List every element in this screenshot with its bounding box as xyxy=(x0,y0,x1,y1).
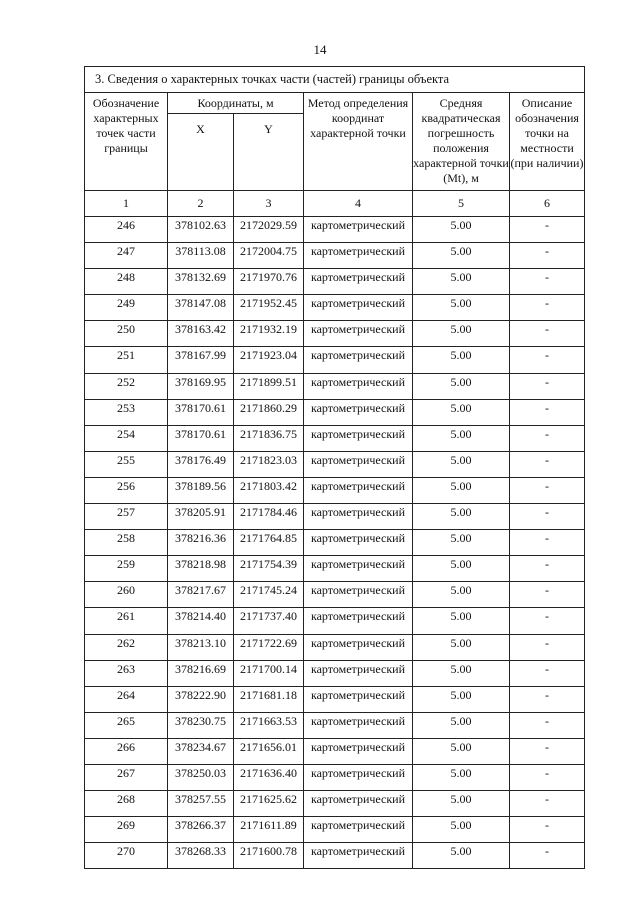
header-method: Метод определения координат характерной точки xyxy=(304,93,413,191)
mean-error-cell: 5.00 xyxy=(413,269,510,295)
column-number: 1 xyxy=(85,191,168,217)
method-cell: картометрический xyxy=(304,556,413,582)
table-row xyxy=(85,243,585,269)
x-coordinate-cell: 378216.69 xyxy=(168,660,234,686)
method-cell: картометрический xyxy=(304,843,413,869)
mean-error-cell: 5.00 xyxy=(413,373,510,399)
description-cell: - xyxy=(510,817,585,843)
x-coordinate-cell: 378189.56 xyxy=(168,477,234,503)
method-cell: картометрический xyxy=(304,321,413,347)
mean-error-cell: 5.00 xyxy=(413,425,510,451)
description-cell: - xyxy=(510,321,585,347)
point-id-cell: 261 xyxy=(85,608,168,634)
x-coordinate-cell: 378170.61 xyxy=(168,425,234,451)
y-coordinate-cell: 2171625.62 xyxy=(234,791,304,817)
method-cell: картометрический xyxy=(304,451,413,477)
point-id-cell: 267 xyxy=(85,764,168,790)
table-row xyxy=(85,504,585,530)
description-cell: - xyxy=(510,764,585,790)
mean-error-cell: 5.00 xyxy=(413,477,510,503)
table-row xyxy=(85,582,585,608)
y-coordinate-cell: 2171923.04 xyxy=(234,347,304,373)
table-row xyxy=(85,764,585,790)
y-coordinate-cell: 2171803.42 xyxy=(234,477,304,503)
y-coordinate-cell: 2171737.40 xyxy=(234,608,304,634)
point-id-cell: 255 xyxy=(85,451,168,477)
description-cell: - xyxy=(510,477,585,503)
header-description: Описание обозначения точки на местности (при наличии) xyxy=(510,93,585,191)
method-cell: картометрический xyxy=(304,791,413,817)
x-coordinate-cell: 378147.08 xyxy=(168,295,234,321)
y-coordinate-cell: 2171932.19 xyxy=(234,321,304,347)
mean-error-cell: 5.00 xyxy=(413,686,510,712)
table-row xyxy=(85,712,585,738)
point-id-cell: 263 xyxy=(85,660,168,686)
header-y: Y xyxy=(234,114,304,191)
y-coordinate-cell: 2171663.53 xyxy=(234,712,304,738)
point-id-cell: 252 xyxy=(85,373,168,399)
method-cell: картометрический xyxy=(304,477,413,503)
x-coordinate-cell: 378102.63 xyxy=(168,217,234,243)
mean-error-cell: 5.00 xyxy=(413,530,510,556)
x-coordinate-cell: 378250.03 xyxy=(168,764,234,790)
description-cell: - xyxy=(510,608,585,634)
table-row xyxy=(85,608,585,634)
x-coordinate-cell: 378213.10 xyxy=(168,634,234,660)
table-row xyxy=(85,269,585,295)
point-id-cell: 253 xyxy=(85,399,168,425)
method-cell: картометрический xyxy=(304,530,413,556)
table-row xyxy=(85,451,585,477)
x-coordinate-cell: 378170.61 xyxy=(168,399,234,425)
table-row xyxy=(85,817,585,843)
description-cell: - xyxy=(510,712,585,738)
point-id-cell: 265 xyxy=(85,712,168,738)
x-coordinate-cell: 378214.40 xyxy=(168,608,234,634)
mean-error-cell: 5.00 xyxy=(413,843,510,869)
description-cell: - xyxy=(510,556,585,582)
method-cell: картометрический xyxy=(304,634,413,660)
table-row xyxy=(85,295,585,321)
table-row xyxy=(85,347,585,373)
x-coordinate-cell: 378176.49 xyxy=(168,451,234,477)
x-coordinate-cell: 378163.42 xyxy=(168,321,234,347)
description-cell: - xyxy=(510,217,585,243)
section-title: 3. Сведения о характерных точках части (частей) границы объекта xyxy=(85,67,585,93)
description-cell: - xyxy=(510,660,585,686)
point-id-cell: 251 xyxy=(85,347,168,373)
method-cell: картометрический xyxy=(304,582,413,608)
mean-error-cell: 5.00 xyxy=(413,399,510,425)
y-coordinate-cell: 2171970.76 xyxy=(234,269,304,295)
x-coordinate-cell: 378205.91 xyxy=(168,504,234,530)
y-coordinate-cell: 2171745.24 xyxy=(234,582,304,608)
mean-error-cell: 5.00 xyxy=(413,634,510,660)
description-cell: - xyxy=(510,686,585,712)
method-cell: картометрический xyxy=(304,425,413,451)
point-id-cell: 256 xyxy=(85,477,168,503)
y-coordinate-cell: 2171754.39 xyxy=(234,556,304,582)
method-cell: картометрический xyxy=(304,347,413,373)
mean-error-cell: 5.00 xyxy=(413,738,510,764)
point-id-cell: 270 xyxy=(85,843,168,869)
column-numbers-row xyxy=(85,191,585,217)
mean-error-cell: 5.00 xyxy=(413,764,510,790)
mean-error-cell: 5.00 xyxy=(413,660,510,686)
table-row xyxy=(85,321,585,347)
mean-error-cell: 5.00 xyxy=(413,556,510,582)
method-cell: картометрический xyxy=(304,269,413,295)
table-row xyxy=(85,373,585,399)
point-id-cell: 260 xyxy=(85,582,168,608)
x-coordinate-cell: 378230.75 xyxy=(168,712,234,738)
point-id-cell: 247 xyxy=(85,243,168,269)
description-cell: - xyxy=(510,399,585,425)
description-cell: - xyxy=(510,295,585,321)
y-coordinate-cell: 2171611.89 xyxy=(234,817,304,843)
method-cell: картометрический xyxy=(304,817,413,843)
point-id-cell: 258 xyxy=(85,530,168,556)
mean-error-cell: 5.00 xyxy=(413,608,510,634)
column-number: 4 xyxy=(304,191,413,217)
method-cell: картометрический xyxy=(304,504,413,530)
x-coordinate-cell: 378218.98 xyxy=(168,556,234,582)
point-id-cell: 264 xyxy=(85,686,168,712)
description-cell: - xyxy=(510,791,585,817)
y-coordinate-cell: 2171784.46 xyxy=(234,504,304,530)
point-id-cell: 257 xyxy=(85,504,168,530)
point-id-cell: 269 xyxy=(85,817,168,843)
x-coordinate-cell: 378222.90 xyxy=(168,686,234,712)
point-id-cell: 249 xyxy=(85,295,168,321)
y-coordinate-cell: 2171899.51 xyxy=(234,373,304,399)
method-cell: картометрический xyxy=(304,217,413,243)
table-row xyxy=(85,791,585,817)
mean-error-cell: 5.00 xyxy=(413,504,510,530)
column-number: 6 xyxy=(510,191,585,217)
point-id-cell: 248 xyxy=(85,269,168,295)
y-coordinate-cell: 2171656.01 xyxy=(234,738,304,764)
method-cell: картометрический xyxy=(304,712,413,738)
y-coordinate-cell: 2171836.75 xyxy=(234,425,304,451)
table-row xyxy=(85,660,585,686)
mean-error-cell: 5.00 xyxy=(413,712,510,738)
header-mean-error: Средняя квадратическая погрешность положения характерной точки (Mt), м xyxy=(413,93,510,191)
mean-error-cell: 5.00 xyxy=(413,217,510,243)
point-id-cell: 246 xyxy=(85,217,168,243)
method-cell: картометрический xyxy=(304,373,413,399)
mean-error-cell: 5.00 xyxy=(413,243,510,269)
x-coordinate-cell: 378113.08 xyxy=(168,243,234,269)
description-cell: - xyxy=(510,843,585,869)
table-row xyxy=(85,843,585,869)
point-id-cell: 266 xyxy=(85,738,168,764)
header-x: X xyxy=(168,114,234,191)
table-row xyxy=(85,217,585,243)
description-cell: - xyxy=(510,634,585,660)
mean-error-cell: 5.00 xyxy=(413,451,510,477)
mean-error-cell: 5.00 xyxy=(413,321,510,347)
description-cell: - xyxy=(510,582,585,608)
table-row xyxy=(85,530,585,556)
y-coordinate-cell: 2171823.03 xyxy=(234,451,304,477)
table-row xyxy=(85,738,585,764)
point-id-cell: 259 xyxy=(85,556,168,582)
description-cell: - xyxy=(510,738,585,764)
x-coordinate-cell: 378132.69 xyxy=(168,269,234,295)
y-coordinate-cell: 2172004.75 xyxy=(234,243,304,269)
y-coordinate-cell: 2171600.78 xyxy=(234,843,304,869)
method-cell: картометрический xyxy=(304,243,413,269)
table-row xyxy=(85,399,585,425)
method-cell: картометрический xyxy=(304,608,413,634)
x-coordinate-cell: 378216.36 xyxy=(168,530,234,556)
mean-error-cell: 5.00 xyxy=(413,791,510,817)
column-number: 5 xyxy=(413,191,510,217)
x-coordinate-cell: 378266.37 xyxy=(168,817,234,843)
description-cell: - xyxy=(510,243,585,269)
description-cell: - xyxy=(510,451,585,477)
table-row xyxy=(85,425,585,451)
y-coordinate-cell: 2171700.14 xyxy=(234,660,304,686)
x-coordinate-cell: 378257.55 xyxy=(168,791,234,817)
column-number: 3 xyxy=(234,191,304,217)
description-cell: - xyxy=(510,347,585,373)
table-body xyxy=(85,217,585,869)
header-coordinates: Координаты, м xyxy=(168,93,304,114)
boundary-points-table xyxy=(84,66,585,869)
point-id-cell: 254 xyxy=(85,425,168,451)
method-cell: картометрический xyxy=(304,295,413,321)
y-coordinate-cell: 2172029.59 xyxy=(234,217,304,243)
x-coordinate-cell: 378217.67 xyxy=(168,582,234,608)
method-cell: картометрический xyxy=(304,399,413,425)
y-coordinate-cell: 2171860.29 xyxy=(234,399,304,425)
description-cell: - xyxy=(510,269,585,295)
column-number: 2 xyxy=(168,191,234,217)
mean-error-cell: 5.00 xyxy=(413,347,510,373)
page-number: 14 xyxy=(313,42,327,57)
description-cell: - xyxy=(510,425,585,451)
method-cell: картометрический xyxy=(304,764,413,790)
y-coordinate-cell: 2171722.69 xyxy=(234,634,304,660)
point-id-cell: 268 xyxy=(85,791,168,817)
mean-error-cell: 5.00 xyxy=(413,295,510,321)
x-coordinate-cell: 378234.67 xyxy=(168,738,234,764)
table-row xyxy=(85,634,585,660)
y-coordinate-cell: 2171952.45 xyxy=(234,295,304,321)
method-cell: картометрический xyxy=(304,738,413,764)
x-coordinate-cell: 378169.95 xyxy=(168,373,234,399)
y-coordinate-cell: 2171636.40 xyxy=(234,764,304,790)
y-coordinate-cell: 2171764.85 xyxy=(234,530,304,556)
x-coordinate-cell: 378167.99 xyxy=(168,347,234,373)
method-cell: картометрический xyxy=(304,686,413,712)
description-cell: - xyxy=(510,373,585,399)
table-row xyxy=(85,556,585,582)
header-point-designation: Обозначение характерных точек части границы xyxy=(85,93,168,191)
table-row xyxy=(85,477,585,503)
x-coordinate-cell: 378268.33 xyxy=(168,843,234,869)
description-cell: - xyxy=(510,530,585,556)
mean-error-cell: 5.00 xyxy=(413,817,510,843)
point-id-cell: 250 xyxy=(85,321,168,347)
y-coordinate-cell: 2171681.18 xyxy=(234,686,304,712)
table-row xyxy=(85,686,585,712)
mean-error-cell: 5.00 xyxy=(413,582,510,608)
point-id-cell: 262 xyxy=(85,634,168,660)
description-cell: - xyxy=(510,504,585,530)
method-cell: картометрический xyxy=(304,660,413,686)
